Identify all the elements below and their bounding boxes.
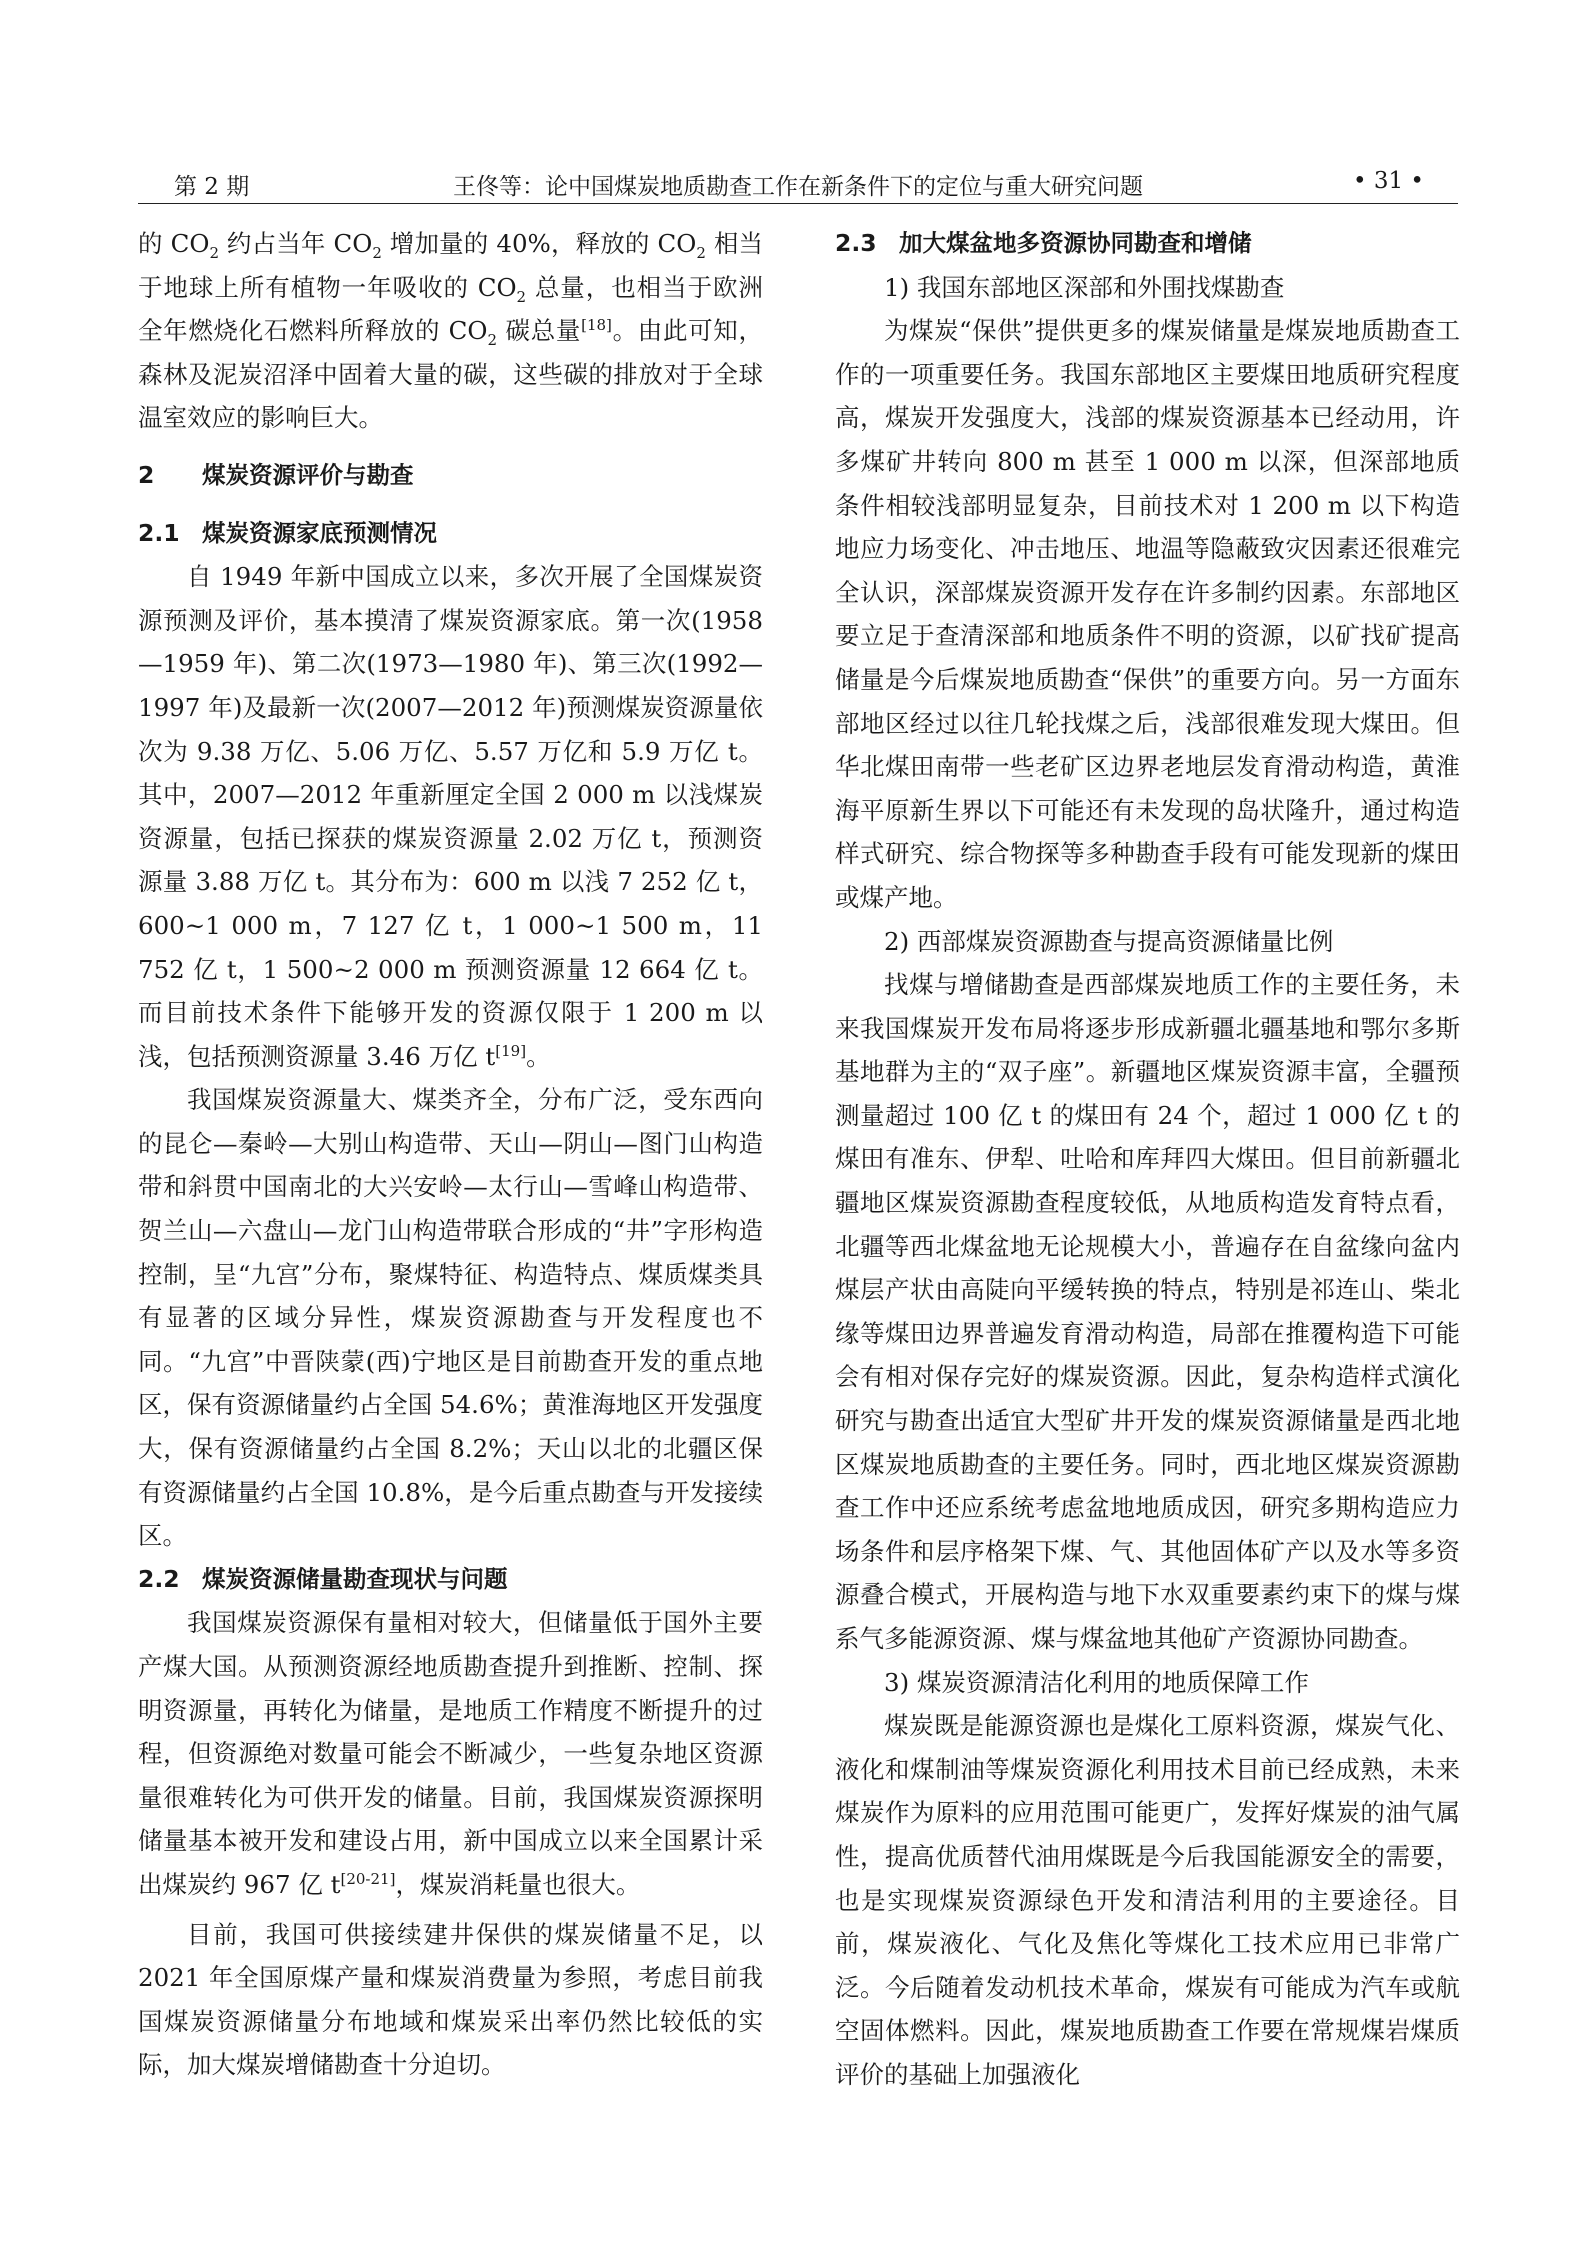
paragraph-co2-release: 的 $CO_2$ 约占当年 $CO_2$ 增加量的 40%，释放的 $CO_2$ 相当于地球上所有植物一年吸收的 $CO_2$ 总量，也相当于欧洲全年燃烧化石燃料所释放的 $CO_2$ 碳总量[18]。由此可知，森林及泥炭沼泽中固着大量的碳，这些碳的排放对于全球温室效应的影响巨大。	[138, 229, 763, 433]
section-heading-2-2: 2.2 煤炭资源储量勘查现状与问题	[138, 1564, 508, 1593]
citation-19: [19]	[495, 1041, 527, 1060]
section-heading-2-1: 2.1 煤炭资源家底预测情况	[138, 518, 437, 547]
section-heading-2: 2 煤炭资源评价与勘查	[138, 460, 414, 489]
subheading-eastern: 1) 我国东部地区深部和外围找煤勘查	[884, 272, 1285, 302]
paragraph-eastern-exploration: 为煤炭“保供”提供更多的煤炭储量是煤炭地质勘查工作的一项重要任务。我国东部地区主要煤田地质研究程度高，煤炭开发强度大，浅部的煤炭资源基本已经动用，许多煤矿井转向 800 m 甚至 1 000 m 以深，但深部地质条件相较浅部明显复杂，目前技术对 1 200 m 以下构造地应力场变化、冲击地压、地温等隐蔽致灾因素还很难完全认识，深部煤炭资源开发存在许多制约因素。东部地区要立足于查清深部和地质条件不明的资源，以矿找矿提高储量是今后煤炭地质勘查“保供”的重要方向。另一方面东部地区经过以往几轮找煤之后，浅部很难发现大煤田。但华北煤田南带一些老矿区边界老地层发育滑动构造，黄淮海平原新生界以下可能还有未发现的岛状隆升，通过构造样式研究、综合物探等多种勘查手段有可能发现新的煤田或煤产地。	[835, 316, 1460, 912]
paragraph-western-exploration: 找煤与增储勘查是西部煤炭地质工作的主要任务，未来我国煤炭开发布局将逐步形成新疆北疆基地和鄂尔多斯基地群为主的“双子座”。新疆地区煤炭资源丰富，全疆预测量超过 100 亿 t 的煤田有 24 个，超过 1 000 亿 t 的煤田有准东、伊犁、吐哈和库拜四大煤田。但目前新疆北疆地区煤炭资源勘查程度较低，从地质构造发育特点看，北疆等西北煤盆地无论规模大小，普遍存在自盆缘向盆内煤层产状由高陡向平缓转换的特点，特别是祁连山、柴北缘等煤田边界普遍发育滑动构造，局部在推覆构造下可能会有相对保存完好的煤炭资源。因此，复杂构造样式演化研究与勘查出适宜大型矿井开发的煤炭资源储量是西北地区煤炭地质勘查的主要任务。同时，西北地区煤炭资源勘查工作中还应系统考虑盆地地质成因，研究多期构造应力场条件和层序格架下煤、气、其他固体矿产以及水等多资源叠合模式，开展构造与地下水双重要素约束下的煤与煤系气多能源资源、煤与煤盆地其他矿产资源协同勘查。	[835, 970, 1460, 1653]
issue-number: 第 2 期	[174, 174, 250, 200]
citation-18: [18]	[581, 316, 612, 335]
header-rule	[138, 203, 1458, 204]
left-column	[138, 222, 763, 2087]
page-number: • 31 •	[1352, 168, 1424, 194]
paragraph-reserves-status: 我国煤炭资源保有量相对较大，但储量低于国外主要产煤大国。从预测资源经地质勘查提升到推断、控制、探明资源量，再转化为储量，是地质工作精度不断提升的过程，但资源绝对数量可能会不断减少，一些复杂地区资源量很难转化为可供开发的储量。目前，我国煤炭资源探明储量基本被开发和建设占用，新中国成立以来全国累计采出煤炭约 967 亿 t[20-21]，煤炭消耗量也很大。	[138, 1608, 763, 1899]
paragraph-reserves-urgency: 目前，我国可供接续建井保供的煤炭储量不足，以 2021 年全国原煤产量和煤炭消费量为参照，考虑目前我国煤炭资源储量分布地域和煤炭采出率仍然比较低的实际，加大煤炭增储勘查十分迫切。	[138, 1919, 763, 2080]
paragraph-clean-utilization: 煤炭既是能源资源也是煤化工原料资源，煤炭气化、液化和煤制油等煤炭资源化利用技术目前已经成熟，未来煤炭作为原料的应用范围可能更广，发挥好煤炭的油气属性，提高优质替代油用煤既是今后我国能源安全的需要，也是实现煤炭资源绿色开发和清洁利用的主要途径。目前，煤炭液化、气化及焦化等煤化工技术应用已非常广泛。今后随着发动机技术革命，煤炭有可能成为汽车或航空固体燃料。因此，煤炭地质勘查工作要在常规煤岩煤质评价的基础上加强液化	[835, 1711, 1460, 2089]
right-column	[835, 222, 1460, 2097]
running-title: 王佟等：论中国煤炭地质勘查工作在新条件下的定位与重大研究问题	[453, 174, 1143, 200]
running-header	[138, 160, 1458, 204]
paragraph-resource-prediction: 自 1949 年新中国成立以来，多次开展了全国煤炭资源预测及评价，基本摸清了煤炭资源家底。第一次(1958—1959 年)、第二次(1973—1980 年)、第三次(1992—1997 年)及最新一次(2007—2012 年)预测煤炭资源量依次为 9.38 万亿、5.06 万亿、5.57 万亿和 5.9 万亿 t。其中，2007—2012 年重新厘定全国 2 000 m 以浅煤炭资源量，包括已探获的煤炭资源量 2.02 万亿 t，预测资源量 3.88 万亿 t。其分布为：600 m 以浅 7 252 亿 t，600~1 000 m，7 127 亿 t，1 000~1 500 m，11 752 亿 t，1 500~2 000 m 预测资源量 12 664 亿 t。而目前技术条件下能够开发的资源仅限于 1 200 m 以浅，包括预测资源量 3.46 万亿 t[19]。	[138, 562, 763, 1071]
subheading-clean-utilization: 3) 煤炭资源清洁化利用的地质保障工作	[884, 1667, 1309, 1697]
paragraph-resource-distribution: 我国煤炭资源量大、煤类齐全，分布广泛，受东西向的昆仑—秦岭—大别山构造带、天山—阴山—图门山构造带和斜贯中国南北的大兴安岭—太行山—雪峰山构造带、贺兰山—六盘山—龙门山构造带联合形成的“井”字形构造控制，呈“九宫”分布，聚煤特征、构造特点、煤质煤类具有显著的区域分异性，煤炭资源勘查与开发程度也不同。“九宫”中晋陕蒙(西)宁地区是目前勘查开发的重点地区，保有资源储量约占全国 54.6%；黄淮海地区开发强度大，保有资源储量约占全国 8.2%；天山以北的北疆区保有资源储量约占全国 10.8%，是今后重点勘查与开发接续区。	[138, 1085, 763, 1551]
citation-20-21: [20-21]	[340, 1869, 396, 1888]
subheading-western: 2) 西部煤炭资源勘查与提高资源储量比例	[884, 926, 1334, 956]
section-heading-2-3: 2.3 加大煤盆地多资源协同勘查和增储	[835, 229, 1252, 257]
